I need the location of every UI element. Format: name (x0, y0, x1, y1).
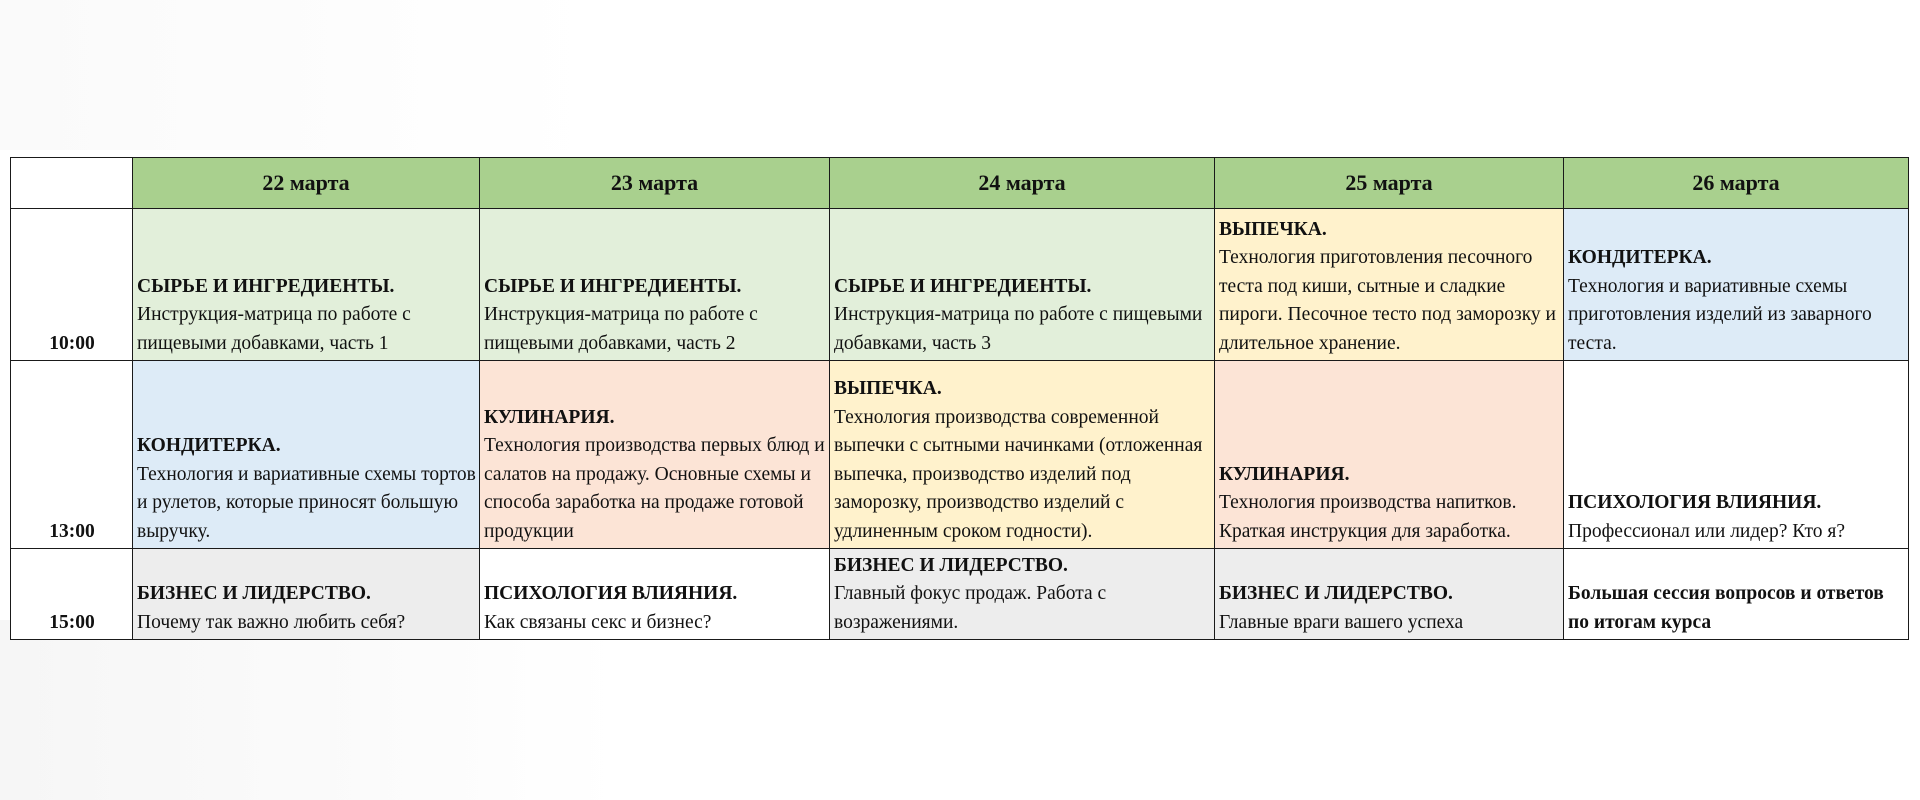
header-row (11, 158, 1909, 209)
session-title: КУЛИНАРИЯ. (484, 406, 615, 428)
session-cell (133, 361, 480, 549)
session-cell (830, 361, 1215, 549)
time-cell: 10:00 (11, 209, 133, 361)
session-description: Инструкция-матрица по работе с пищевыми добавками, часть 1 (137, 304, 411, 354)
session-cell (1564, 361, 1909, 549)
session-description: Почему так важно любить себя? (137, 611, 406, 633)
session-description: Главные враги вашего успеха (1219, 611, 1464, 633)
session-description: Технология производства напитков. Краткая инструкция для заработка. (1219, 492, 1517, 542)
session-cell (1564, 209, 1909, 361)
background-shade-bottom (0, 620, 620, 800)
day-header: 25 марта (1215, 158, 1564, 209)
session-title: СЫРЬЕ И ИНГРЕДИЕНТЫ. (484, 275, 742, 297)
time-cell: 13:00 (11, 361, 133, 549)
session-description: Технология производства современной выпечки с сытными начинками (отложенная выпечка, производство изделий под заморозку, производство изделий с удлиненным сроком годности). (834, 406, 1203, 542)
session-cell (1564, 549, 1909, 640)
session-title: КОНДИТЕРКА. (1568, 247, 1712, 268)
session-title: БИЗНЕС И ЛИДЕРСТВО. (834, 554, 1068, 576)
session-title: СЫРЬЕ И ИНГРЕДИЕНТЫ. (137, 275, 395, 297)
session-description: Главный фокус продаж. Работа с возражениями. (834, 583, 1107, 633)
time-row (11, 549, 1909, 640)
session-cell (480, 549, 830, 640)
session-title: ПСИХОЛОГИЯ ВЛИЯНИЯ. (1568, 492, 1822, 513)
session-cell (133, 549, 480, 640)
day-header: 26 марта (1564, 158, 1909, 209)
day-header: 23 марта (480, 158, 830, 209)
session-cell (1215, 549, 1564, 640)
day-header: 24 марта (830, 158, 1215, 209)
session-description: Инструкция-матрица по работе с пищевыми добавками, часть 2 (484, 304, 758, 354)
session-cell (830, 209, 1215, 361)
session-cell (480, 209, 830, 361)
session-description: Технология и вариативные схемы приготовления изделий из заварного теста. (1568, 275, 1872, 354)
session-description: Как связаны секс и бизнес? (484, 611, 712, 633)
time-cell: 15:00 (11, 549, 133, 640)
session-title: ПСИХОЛОГИЯ ВЛИЯНИЯ. (484, 583, 738, 604)
session-cell (1215, 361, 1564, 549)
background-shade-top (0, 0, 600, 150)
session-title: КОНДИТЕРКА. (137, 435, 281, 456)
session-title: КУЛИНАРИЯ. (1219, 463, 1350, 485)
time-row (11, 209, 1909, 361)
day-header: 22 марта (133, 158, 480, 209)
session-title: ВЫПЕЧКА. (834, 378, 942, 399)
session-cell (133, 209, 480, 361)
session-cell (830, 549, 1215, 640)
session-description: Технология производства первых блюд и салатов на продажу. Основные схемы и способа заработка на продаже готовой продукции (484, 435, 825, 542)
session-description: Большая сессия вопросов и ответов по итогам курса (1568, 583, 1884, 633)
session-description: Технология и вариативные схемы тортов и рулетов, которые приносят большую выручку. (137, 463, 476, 542)
schedule-table (10, 157, 1909, 640)
session-title: БИЗНЕС И ЛИДЕРСТВО. (137, 583, 371, 604)
session-cell (1215, 209, 1564, 361)
time-row (11, 361, 1909, 549)
session-description: Профессионал или лидер? Кто я? (1568, 520, 1845, 542)
session-cell (480, 361, 830, 549)
session-title: ВЫПЕЧКА. (1219, 218, 1327, 240)
corner-cell (11, 158, 133, 209)
session-description: Технология приготовления песочного теста под киши, сытные и сладкие пироги. Песочное тесто под заморозку и длительное хранение. (1219, 247, 1556, 354)
session-title: СЫРЬЕ И ИНГРЕДИЕНТЫ. (834, 275, 1092, 297)
session-title: БИЗНЕС И ЛИДЕРСТВО. (1219, 583, 1453, 604)
session-description: Инструкция-матрица по работе с пищевыми добавками, часть 3 (834, 304, 1203, 354)
